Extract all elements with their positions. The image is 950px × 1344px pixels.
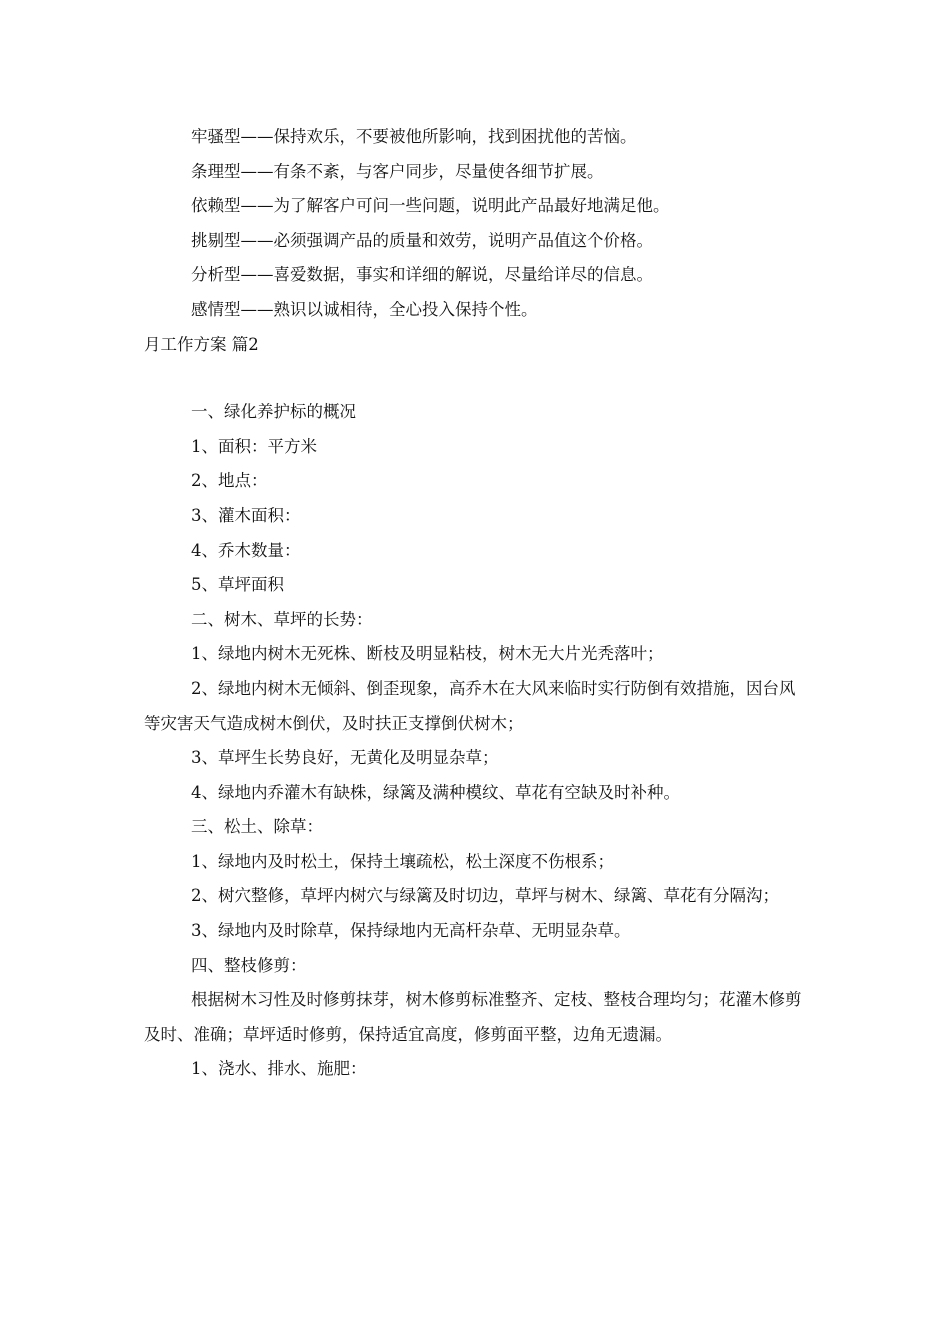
heading-weeding: 三、松土、除草： [191, 817, 323, 837]
type-line-analytical: 分析型——喜爱数据，事实和详细的解说，尽量给详尽的信息。 [191, 265, 653, 285]
paragraph: 2、绿地内树木无倾斜、倒歪现象，高乔木在大风来临时实行防倒有效措施，因台风等灾害天气造成树木倒伏，及时扶正支撑倒伏树木； [144, 678, 796, 733]
type-line-picky: 挑剔型——必须强调产品的质量和效劳，说明产品值这个价格。 [191, 230, 653, 250]
paragraph: 4、绿地内乔灌木有缺株，绿篱及满种模纹、草花有空缺及时补种。 [191, 782, 680, 802]
type-line-organized: 条理型——有条不紊，与客户同步，尽量使各细节扩展。 [191, 161, 604, 181]
heading-overview: 一、绿化养护标的概况 [191, 402, 356, 422]
paragraph: 5、草坪面积 [191, 575, 284, 595]
spacer [144, 362, 804, 395]
paragraph: 2、树穴整修，草坪内树穴与绿篱及时切边，草坪与树木、绿篱、草花有分隔沟； [191, 886, 779, 906]
heading-pruning: 四、整枝修剪： [191, 955, 307, 975]
paragraph: 4、乔木数量： [191, 540, 301, 560]
section-title: 月工作方案 篇2 [144, 334, 259, 354]
paragraph: 2、地点： [191, 471, 268, 491]
paragraph: 3、草坪生长势良好，无黄化及明显杂草； [191, 748, 499, 768]
paragraph: 1、绿地内树木无死株、断枝及明显粘枝，树木无大片光秃落叶； [191, 644, 664, 664]
paragraph: 3、绿地内及时除草，保持绿地内无高杆杂草、无明显杂草。 [191, 921, 631, 941]
paragraph: 3、灌木面积： [191, 505, 301, 525]
paragraph: 1、面积：平方米 [191, 436, 317, 456]
type-line-emotional: 感情型——熟识以诚相待，全心投入保持个性。 [191, 299, 538, 319]
heading-growth: 二、树木、草坪的长势： [191, 609, 373, 629]
paragraph: 根据树木习性及时修剪抹芽，树木修剪标准整齐、定枝、整枝合理均匀；花灌木修剪及时、准确；草坪适时修剪，保持适宜高度，修剪面平整，边角无遗漏。 [144, 990, 802, 1044]
paragraph: 1、绿地内及时松土，保持土壤疏松，松土深度不伤根系； [191, 851, 614, 871]
type-line-complainer: 牢骚型——保持欢乐，不要被他所影响，找到困扰他的苦恼。 [191, 127, 637, 146]
document-page [144, 120, 804, 1087]
type-line-dependent: 依赖型——为了解客户可问一些问题，说明此产品最好地满足他。 [191, 196, 670, 216]
paragraph: 1、浇水、排水、施肥： [191, 1059, 367, 1079]
